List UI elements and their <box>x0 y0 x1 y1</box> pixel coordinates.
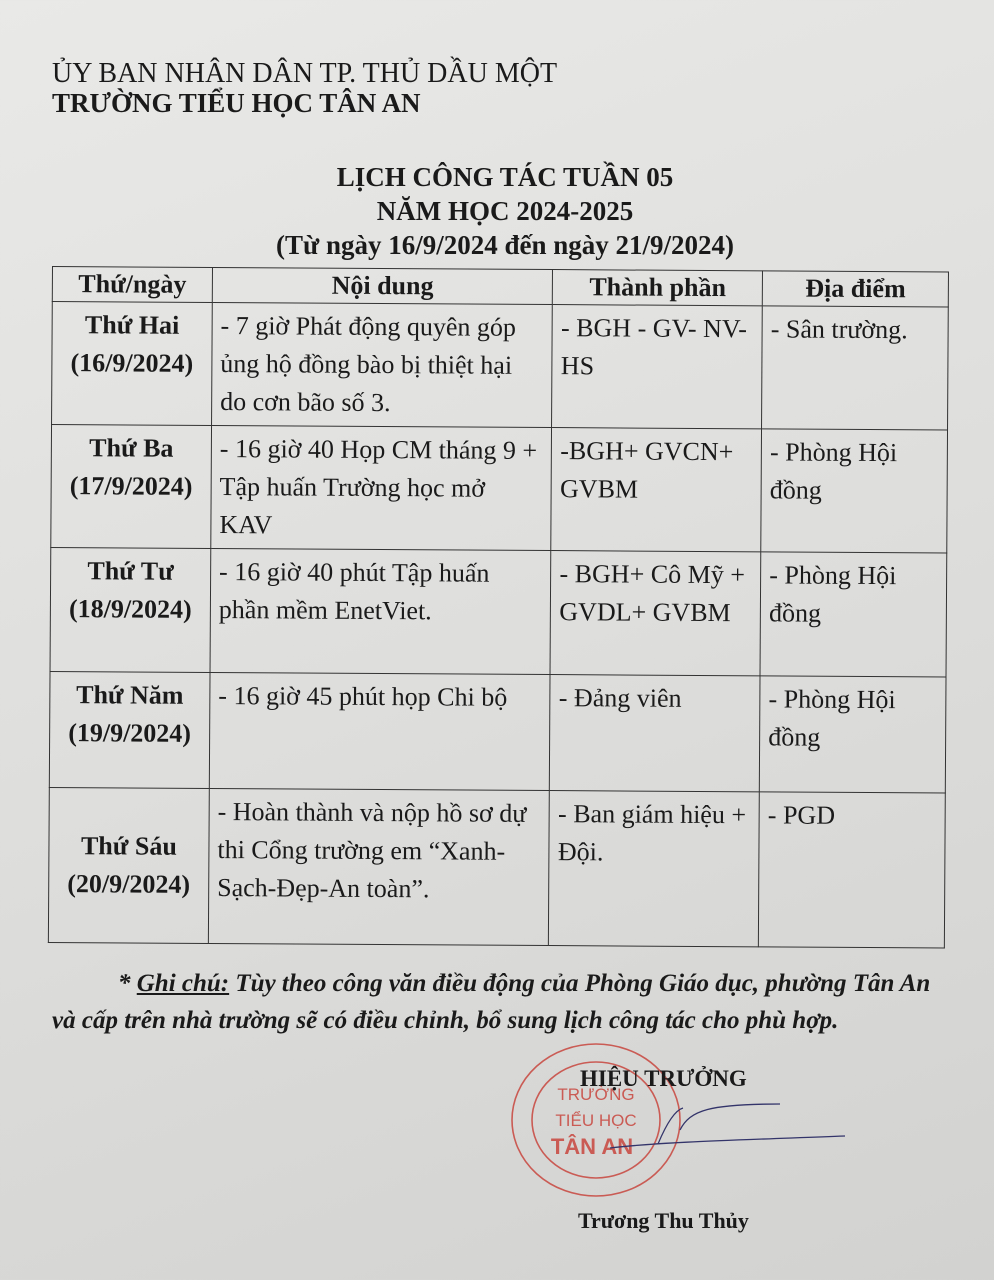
day-cell <box>49 671 210 788</box>
day-date: (18/9/2024) <box>68 594 192 624</box>
day-date: (17/9/2024) <box>69 471 193 501</box>
svg-text:TÂN AN: TÂN AN <box>550 1134 634 1159</box>
place-cell: - Sân trường. <box>762 306 949 430</box>
content-cell: - 16 giờ 40 Họp CM tháng 9 + Tập huấn Trường học mở KAV <box>211 425 552 550</box>
day-name: Thứ Ba <box>89 433 174 463</box>
day-name: Thứ Tư <box>87 556 174 586</box>
content-cell: - 7 giờ Phát động quyên góp ủng hộ đồng bào bị thiệt hại do cơn bão số 3. <box>211 302 552 427</box>
content-cell: - 16 giờ 45 phút họp Chi bộ <box>209 672 550 790</box>
schedule-table <box>48 266 949 948</box>
content-cell: - 16 giờ 40 phút Tập huấn phần mềm EnetViet. <box>210 548 551 674</box>
day-cell <box>52 302 213 426</box>
members-cell: - Ban giám hiệu + Đội. <box>549 791 760 947</box>
day-name: Thứ Năm <box>76 680 184 710</box>
day-name: Thứ Sáu <box>80 831 177 861</box>
table-row <box>49 671 946 792</box>
day-cell <box>48 787 209 943</box>
header-content: Nội dung <box>212 267 553 304</box>
place-cell: - PGD <box>759 792 946 948</box>
day-date: (20/9/2024) <box>67 869 191 899</box>
authority-name: ỦY BAN NHÂN DÂN TP. THỦ DẦU MỘT <box>52 58 558 89</box>
signature-role: HIỆU TRƯỞNG <box>580 1066 747 1091</box>
header-place: Địa điểm <box>762 271 948 307</box>
day-date: (16/9/2024) <box>70 348 194 378</box>
table-row <box>51 425 948 553</box>
svg-text:TRƯỜNG: TRƯỜNG <box>557 1085 635 1104</box>
school-year: NĂM HỌC 2024-2025 <box>376 196 634 226</box>
note-text: Tùy theo công văn điều động của Phòng Giáo dục, phường Tân An và cấp trên nhà trường sẽ có điều chỉnh, bổ sung lịch công tác cho phù hợp. <box>52 970 931 1034</box>
members-cell: - Đảng viên <box>550 675 760 792</box>
day-cell <box>50 547 211 672</box>
members-cell: - BGH+ Cô Mỹ + GVDL+ GVBM <box>550 551 761 676</box>
header-members: Thành phần <box>553 270 763 306</box>
note-label: Ghi chú: <box>136 970 230 997</box>
members-cell: -BGH+ GVCN+ GVBM <box>551 428 761 552</box>
place-cell: - Phòng Hội đồng <box>759 676 946 793</box>
principal-name: Trương Thu Thủy <box>578 1208 749 1233</box>
note <box>52 965 952 1039</box>
school-name: TRƯỜNG TIỂU HỌC TÂN AN <box>52 88 421 118</box>
day-date: (19/9/2024) <box>68 718 192 748</box>
table-row <box>48 787 945 947</box>
place-cell: - Phòng Hội đồng <box>760 552 947 677</box>
members-cell: - BGH - GV- NV- HS <box>552 305 762 429</box>
handwritten-signature <box>600 1100 850 1160</box>
table-row <box>52 302 949 430</box>
doc-title: LỊCH CÔNG TÁC TUẦN 05 <box>336 162 674 192</box>
place-cell: - Phòng Hội đồng <box>761 429 948 553</box>
header-day: Thứ/ngày <box>52 267 212 303</box>
content-cell: - Hoàn thành và nộp hồ sơ dự thi Cổng trường em “Xanh- Sạch-Đẹp-An toàn”. <box>208 788 549 945</box>
table-row <box>50 547 947 676</box>
svg-text:TIỂU HỌC: TIỂU HỌC <box>555 1111 637 1130</box>
table-header-row <box>52 267 948 307</box>
day-name: Thứ Hai <box>84 310 180 340</box>
date-range: (Từ ngày 16/9/2024 đến ngày 21/9/2024) <box>276 230 734 260</box>
note-prefix: * <box>118 970 137 997</box>
day-cell <box>51 425 212 549</box>
